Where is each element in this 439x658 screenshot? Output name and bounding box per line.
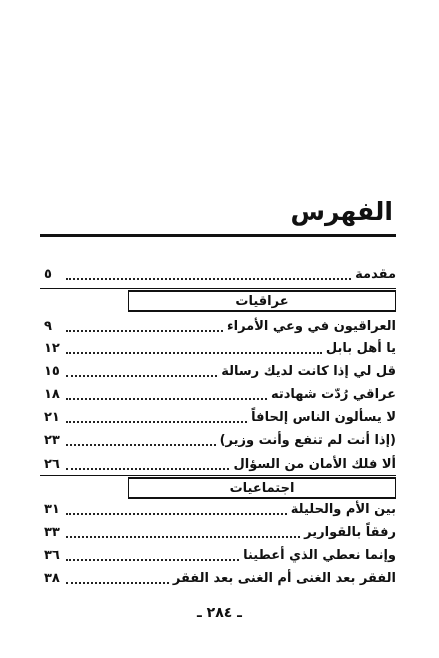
toc-entry[interactable] — [44, 497, 396, 519]
entry-title: يا أهل بابل — [325, 341, 396, 356]
entry-page: ٢١ — [44, 410, 60, 425]
dot-leader — [66, 582, 169, 584]
entry-title: عراقي رُدّت شهادته — [270, 387, 396, 402]
dot-leader — [66, 330, 223, 332]
entry-title: رفقاً بالقوارير — [304, 525, 396, 540]
toc-entry[interactable] — [44, 359, 396, 381]
dot-leader — [66, 398, 267, 400]
entry-title: قل لي إذا كانت لديك رسالة — [221, 364, 396, 379]
entry-title: ألا فلك الأمان من السؤال — [233, 457, 396, 472]
dot-leader — [66, 559, 239, 561]
toc-entry[interactable] — [44, 336, 396, 358]
entry-page: ٩ — [44, 319, 52, 334]
entry-title: مقدمة — [355, 267, 396, 282]
toc-entry[interactable] — [44, 382, 396, 404]
entry-page: ٣١ — [44, 502, 60, 517]
entry-page: ٣٣ — [44, 525, 60, 540]
entry-page: ٣٨ — [44, 571, 60, 586]
toc-entry[interactable] — [44, 452, 396, 474]
toc-entry[interactable] — [44, 566, 396, 588]
entry-title: بين الأم والحليلة — [290, 502, 396, 517]
dot-leader — [66, 536, 300, 538]
entry-title: العراقيون في وعي الأمراء — [226, 319, 396, 334]
entry-title: لا يسألون الناس إلحافاً — [251, 410, 396, 425]
section-heading-1: عراقيات — [128, 290, 396, 312]
entry-title: وإنما نعطي الذي أعطينا — [243, 548, 396, 563]
title-rule — [40, 234, 396, 237]
dot-leader — [66, 513, 287, 515]
section-rule — [40, 288, 396, 289]
page-number: ـ ٢٨٤ ـ — [197, 605, 242, 621]
section-heading-2: اجتماعيات — [128, 477, 396, 499]
toc-entry[interactable] — [44, 405, 396, 427]
entry-page: ١٥ — [44, 364, 60, 379]
section-rule — [40, 475, 396, 476]
dot-leader — [66, 375, 217, 377]
dot-leader — [66, 421, 247, 423]
entry-title: الفقر بعد الغنى أم الغنى بعد الفقر — [172, 571, 396, 586]
toc-entry[interactable] — [44, 520, 396, 542]
page-title: الفهرس — [290, 197, 393, 226]
entry-page: ٢٣ — [44, 433, 60, 448]
entry-page: ٥ — [44, 267, 52, 282]
entry-page: ٢٦ — [44, 457, 60, 472]
toc-entry-intro[interactable] — [44, 262, 396, 284]
dot-leader — [66, 352, 322, 354]
toc-entry[interactable] — [44, 428, 396, 450]
entry-page: ١٨ — [44, 387, 60, 402]
entry-page: ٣٦ — [44, 548, 60, 563]
dot-leader — [66, 444, 216, 446]
dot-leader — [66, 468, 229, 470]
dot-leader — [66, 278, 351, 280]
entry-title: (إذا أنت لم تنفع وأنت وزير) — [219, 433, 396, 448]
toc-entry[interactable] — [44, 314, 396, 336]
toc-entry[interactable] — [44, 543, 396, 565]
entry-page: ١٢ — [44, 341, 60, 356]
